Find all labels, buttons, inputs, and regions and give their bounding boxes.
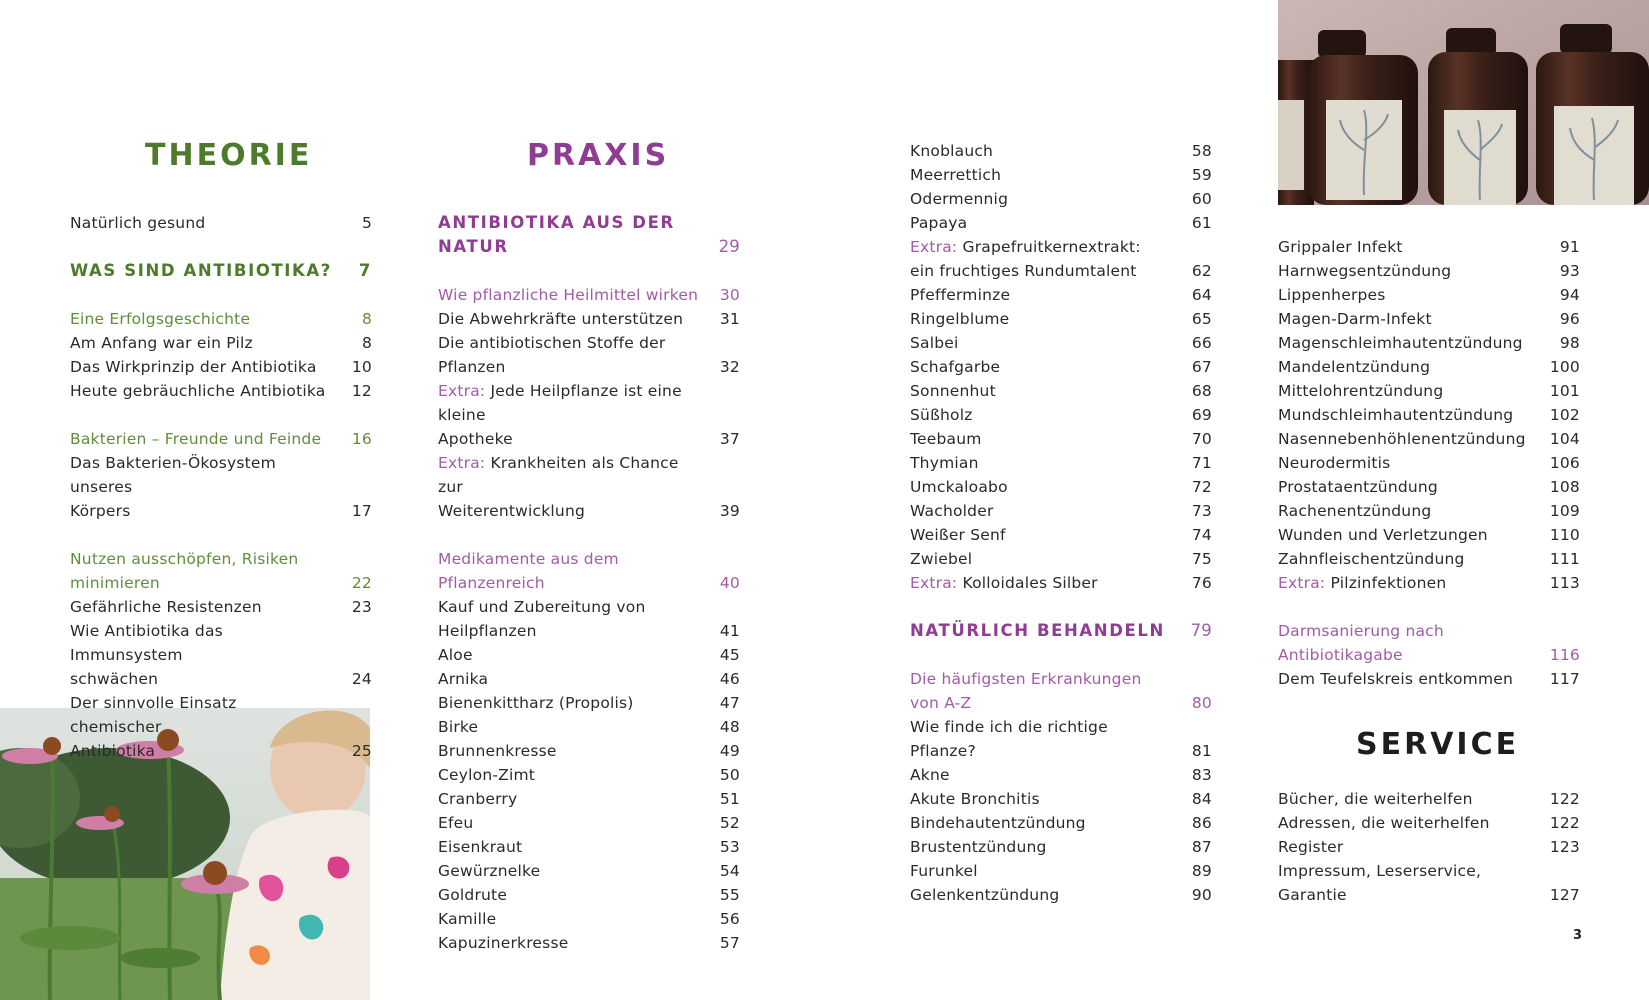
toc-entry[interactable]: Der sinnvolle Einsatz chemischer Antibiotika 25 bbox=[70, 694, 372, 760]
toc-entry[interactable]: Sonnenhut 68 bbox=[910, 382, 1212, 400]
toc-entry[interactable]: Weißer Senf 74 bbox=[910, 526, 1212, 544]
toc-entry[interactable]: Ringelblume 65 bbox=[910, 310, 1212, 328]
section-heading[interactable]: Medikamente aus dem Pflanzenreich 40 bbox=[438, 550, 740, 592]
toc-entry[interactable]: Magenschleimhautentzündung 98 bbox=[1278, 334, 1580, 352]
toc-entry[interactable]: Gefährliche Resistenzen 23 bbox=[70, 598, 372, 616]
toc-entry[interactable]: Bindehautentzündung 86 bbox=[910, 814, 1212, 832]
toc-entry[interactable]: Impressum, Leserservice, Garantie 127 bbox=[1278, 862, 1580, 904]
extra-prefix: Extra: bbox=[438, 382, 486, 400]
extra-entry[interactable]: Extra: Kolloidales Silber 76 bbox=[910, 574, 1212, 592]
extra-entry[interactable]: Extra: Grapefruitkernextrakt: ein fruchtiges Rundumtalent 62 bbox=[910, 238, 1212, 280]
toc-entry[interactable]: Papaya 61 bbox=[910, 214, 1212, 232]
toc-entry[interactable]: Gewürznelke 54 bbox=[438, 862, 740, 880]
section-heading[interactable]: Eine Erfolgsgeschichte 8 bbox=[70, 310, 372, 328]
section-heading[interactable]: Nutzen ausschöpfen, Risiken minimieren 22 bbox=[70, 550, 372, 592]
toc-entry[interactable]: Grippaler Infekt 91 bbox=[1278, 238, 1580, 256]
chapter-heading[interactable]: NATÜRLICH BEHANDELN 79 bbox=[910, 621, 1212, 640]
toc-entry[interactable]: Harnwegsentzündung 93 bbox=[1278, 262, 1580, 280]
toc-column-service bbox=[1278, 787, 1580, 907]
extra-prefix: Extra: bbox=[910, 574, 958, 592]
toc-column-praxis bbox=[438, 211, 740, 955]
part-title-praxis: PRAXIS bbox=[527, 138, 670, 173]
toc-entry[interactable]: Mandelentzündung 100 bbox=[1278, 358, 1580, 376]
toc-entry[interactable]: Das Wirkprinzip der Antibiotika 10 bbox=[70, 358, 372, 376]
toc-entry[interactable]: Umckaloabo 72 bbox=[910, 478, 1212, 496]
toc-entry[interactable]: Akne 83 bbox=[910, 766, 1212, 784]
toc-entry[interactable]: Furunkel 89 bbox=[910, 862, 1212, 880]
toc-entry[interactable]: Akute Bronchitis 84 bbox=[910, 790, 1212, 808]
toc-entry[interactable]: Brunnenkresse 49 bbox=[438, 742, 740, 760]
toc-entry[interactable]: Eisenkraut 53 bbox=[438, 838, 740, 856]
section-heading[interactable]: Die häufigsten Erkrankungen von A-Z 80 bbox=[910, 670, 1212, 712]
toc-entry[interactable]: Aloe 45 bbox=[438, 646, 740, 664]
apothecary-bottles-photo bbox=[1278, 0, 1649, 205]
toc-entry[interactable]: Thymian 71 bbox=[910, 454, 1212, 472]
toc-entry[interactable]: Neurodermitis 106 bbox=[1278, 454, 1580, 472]
toc-entry[interactable]: Register 123 bbox=[1278, 838, 1580, 856]
toc-entry[interactable]: Wie finde ich die richtige Pflanze? 81 bbox=[910, 718, 1212, 760]
toc-column-ailments-continued bbox=[1278, 235, 1580, 691]
toc-entry[interactable]: Prostataentzündung 108 bbox=[1278, 478, 1580, 496]
extra-entry[interactable]: Extra: Jede Heilpflanze ist eine kleine Apotheke 37 bbox=[438, 382, 740, 448]
toc-entry[interactable]: Goldrute 55 bbox=[438, 886, 740, 904]
part-title-service: SERVICE bbox=[1356, 727, 1520, 762]
toc-entry[interactable]: Arnika 46 bbox=[438, 670, 740, 688]
toc-entry[interactable]: Adressen, die weiterhelfen 122 bbox=[1278, 814, 1580, 832]
section-heading[interactable]: Bakterien – Freunde und Feinde 16 bbox=[70, 430, 372, 448]
extra-prefix: Extra: bbox=[910, 238, 958, 256]
toc-entry[interactable]: Das Bakterien-Ökosystem unseres Körpers 17 bbox=[70, 454, 372, 520]
chapter-heading[interactable]: ANTIBIOTIKA AUS DER NATUR 29 bbox=[438, 213, 740, 256]
toc-entry[interactable]: Die Abwehrkräfte unterstützen 31 bbox=[438, 310, 740, 328]
extra-entry[interactable]: Extra: Krankheiten als Chance zur Weiterentwicklung 39 bbox=[438, 454, 740, 520]
toc-entry[interactable]: Ceylon-Zimt 50 bbox=[438, 766, 740, 784]
section-heading[interactable]: Wie pflanzliche Heilmittel wirken 30 bbox=[438, 286, 740, 304]
toc-entry[interactable]: Birke 48 bbox=[438, 718, 740, 736]
section-heading[interactable]: Darmsanierung nach Antibiotikagabe 116 bbox=[1278, 622, 1580, 664]
toc-entry[interactable]: Zahnfleischentzündung 111 bbox=[1278, 550, 1580, 568]
toc-entry[interactable]: Lippenherpes 94 bbox=[1278, 286, 1580, 304]
page-number: 3 bbox=[1573, 928, 1583, 943]
toc-entry[interactable]: Cranberry 51 bbox=[438, 790, 740, 808]
toc-entry[interactable]: Teebaum 70 bbox=[910, 430, 1212, 448]
toc-entry[interactable]: Dem Teufelskreis entkommen 117 bbox=[1278, 670, 1580, 688]
part-title-theorie: THEORIE bbox=[145, 138, 313, 173]
toc-entry[interactable]: Brustentzündung 87 bbox=[910, 838, 1212, 856]
toc-entry[interactable]: Zwiebel 75 bbox=[910, 550, 1212, 568]
toc-column-theorie bbox=[70, 211, 372, 763]
toc-entry[interactable]: Die antibiotischen Stoffe der Pflanzen 32 bbox=[438, 334, 740, 376]
toc-entry[interactable]: Kamille 56 bbox=[438, 910, 740, 928]
toc-entry[interactable]: Kapuzinerkresse 57 bbox=[438, 934, 740, 952]
toc-entry[interactable]: Bienenkittharz (Propolis) 47 bbox=[438, 694, 740, 712]
toc-entry[interactable]: Wacholder 73 bbox=[910, 502, 1212, 520]
toc-entry[interactable]: Odermennig 60 bbox=[910, 190, 1212, 208]
toc-entry[interactable]: Salbei 66 bbox=[910, 334, 1212, 352]
extra-prefix: Extra: bbox=[438, 454, 486, 472]
toc-entry[interactable]: Mundschleimhautentzündung 102 bbox=[1278, 406, 1580, 424]
toc-entry[interactable]: Mittelohrentzündung 101 bbox=[1278, 382, 1580, 400]
toc-entry[interactable]: Gelenkentzündung 90 bbox=[910, 886, 1212, 904]
toc-entry[interactable]: Knoblauch 58 bbox=[910, 142, 1212, 160]
extra-entry[interactable]: Extra: Pilzinfektionen 113 bbox=[1278, 574, 1580, 592]
toc-entry[interactable]: Heute gebräuchliche Antibiotika 12 bbox=[70, 382, 372, 400]
toc-entry[interactable]: Wunden und Verletzungen 110 bbox=[1278, 526, 1580, 544]
toc-entry[interactable]: Am Anfang war ein Pilz 8 bbox=[70, 334, 372, 352]
extra-prefix: Extra: bbox=[1278, 574, 1326, 592]
plant-list bbox=[438, 643, 740, 955]
toc-entry[interactable]: Wie Antibiotika das Immunsystem schwächen 24 bbox=[70, 622, 372, 688]
toc-entry[interactable]: Kauf und Zubereitung von Heilpflanzen 41 bbox=[438, 598, 740, 640]
toc-entry[interactable]: Meerrettich 59 bbox=[910, 166, 1212, 184]
toc-entry[interactable]: Rachenentzündung 109 bbox=[1278, 502, 1580, 520]
toc-entry[interactable]: Süßholz 69 bbox=[910, 406, 1212, 424]
toc-entry[interactable]: Efeu 52 bbox=[438, 814, 740, 832]
toc-entry[interactable]: Pfefferminze 64 bbox=[910, 286, 1212, 304]
toc-entry[interactable]: Natürlich gesund 5 bbox=[70, 214, 372, 232]
toc-column-praxis-continued bbox=[910, 139, 1212, 907]
chapter-heading[interactable]: WAS SIND ANTIBIOTIKA? 7 bbox=[70, 261, 372, 280]
toc-entry[interactable]: Magen-Darm-Infekt 96 bbox=[1278, 310, 1580, 328]
toc-entry[interactable]: Bücher, die weiterhelfen 122 bbox=[1278, 790, 1580, 808]
toc-entry[interactable]: Nasennebenhöhlenentzündung 104 bbox=[1278, 430, 1580, 448]
toc-entry[interactable]: Schafgarbe 67 bbox=[910, 358, 1212, 376]
